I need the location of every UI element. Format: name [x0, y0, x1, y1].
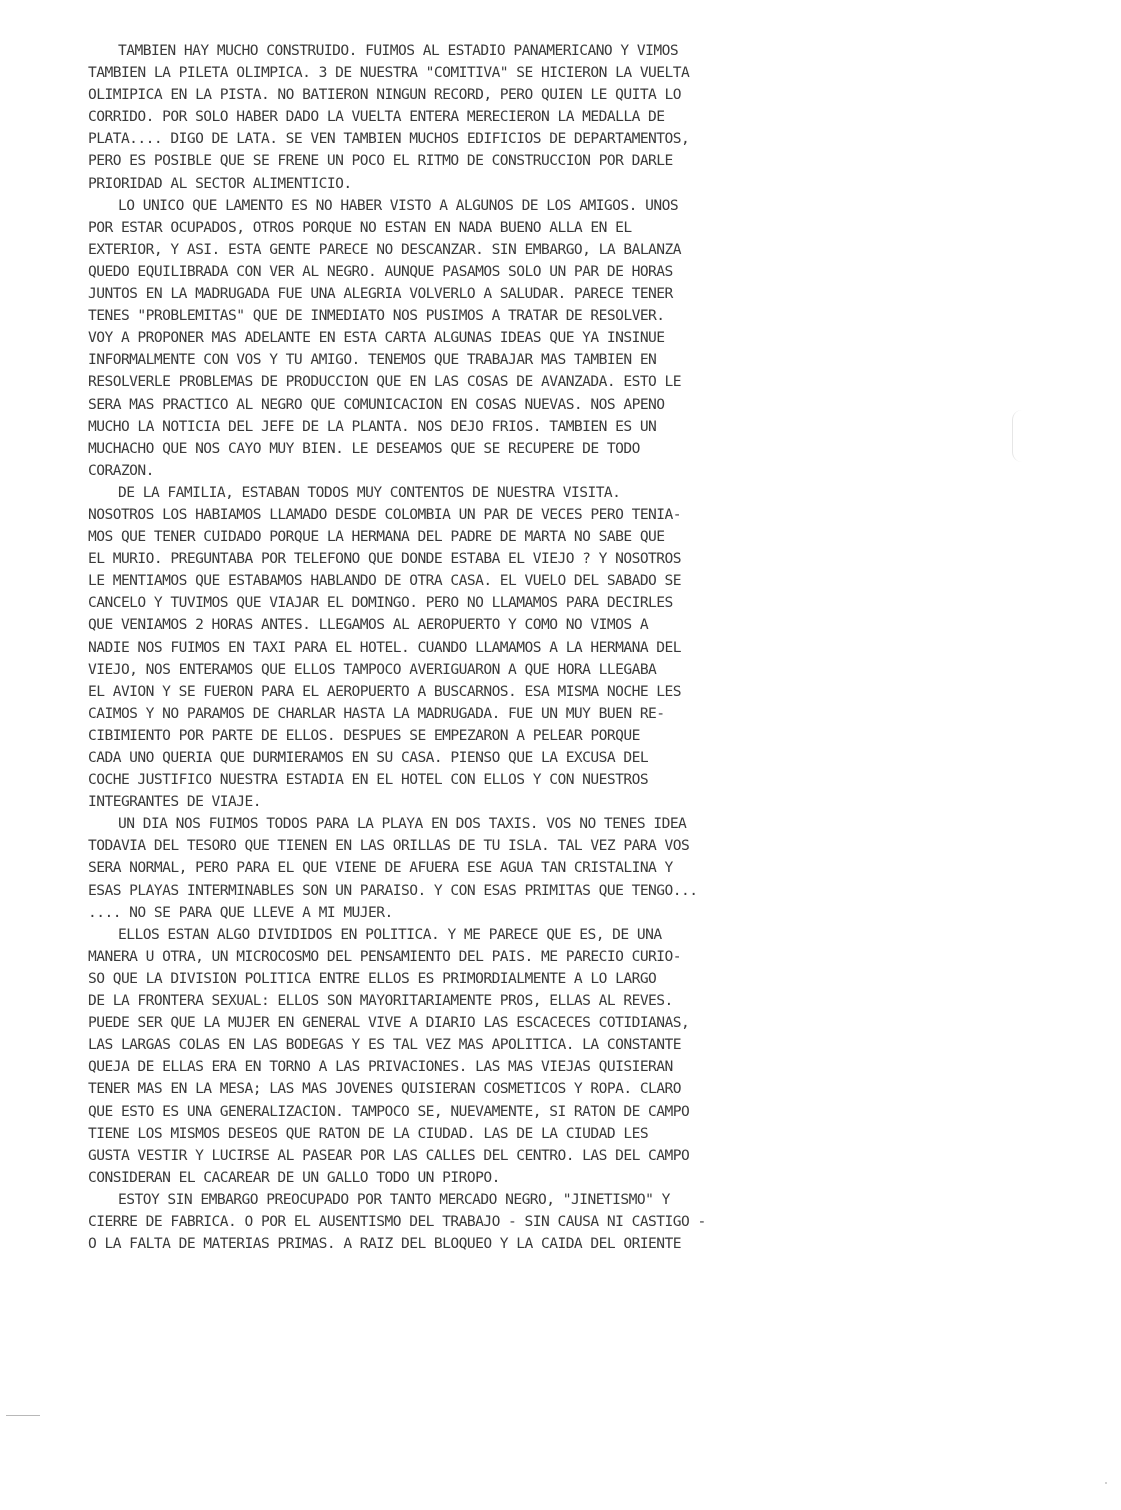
- text-line: QUEJA DE ELLAS ERA EN TORNO A LAS PRIVACIONES. LAS MAS VIEJAS QUISIERAN: [88, 1058, 673, 1076]
- text-line: PERO ES POSIBLE QUE SE FRENE UN POCO EL RITMO DE CONSTRUCCION POR DARLE: [88, 152, 673, 170]
- text-line: TAMBIEN LA PILETA OLIMPICA. 3 DE NUESTRA "COMITIVA" SE HICIERON LA VUELTA: [88, 64, 690, 82]
- text-line: SERA MAS PRACTICO AL NEGRO QUE COMUNICACION EN COSAS NUEVAS. NOS APENO: [88, 395, 665, 413]
- text-line: CIERRE DE FABRICA. O POR EL AUSENTISMO DEL TRABAJO - SIN CAUSA NI CASTIGO -: [88, 1212, 706, 1230]
- text-line: LE MENTIAMOS QUE ESTABAMOS HABLANDO DE OTRA CASA. EL VUELO DEL SABADO SE: [88, 572, 682, 590]
- text-line: CIBIMIENTO POR PARTE DE ELLOS. DESPUES SE EMPEZARON A PELEAR PORQUE: [88, 726, 640, 744]
- text-line: MUCHACHO QUE NOS CAYO MUY BIEN. LE DESEAMOS QUE SE RECUPERE DE TODO: [88, 439, 640, 457]
- text-line: LO UNICO QUE LAMENTO ES NO HABER VISTO A ALGUNOS DE LOS AMIGOS. UNOS: [118, 196, 679, 214]
- text-line: CANCELO Y TUVIMOS QUE VIAJAR EL DOMINGO. PERO NO LLAMAMOS PARA DECIRLES: [88, 594, 673, 612]
- text-line: ESAS PLAYAS INTERMINABLES SON UN PARAISO. Y CON ESAS PRIMITAS QUE TENGO...: [88, 881, 698, 899]
- text-line: TAMBIEN HAY MUCHO CONSTRUIDO. FUIMOS AL ESTADIO PANAMERICANO Y VIMOS: [118, 42, 679, 59]
- text-line: OLIMIPICA EN LA PISTA. NO BATIERON NINGUN RECORD, PERO QUIEN LE QUITA LO: [88, 86, 682, 104]
- text-line: ESTOY SIN EMBARGO PREOCUPADO POR TANTO MERCADO NEGRO, "JINETISMO" Y: [118, 1190, 670, 1208]
- text-line: NADIE NOS FUIMOS EN TAXI PARA EL HOTEL. CUANDO LLAMAMOS A LA HERMANA DEL: [88, 638, 682, 656]
- text-line: TENES "PROBLEMITAS" QUE DE INMEDIATO NOS PUSIMOS A TRATAR DE RESOLVER.: [88, 307, 665, 325]
- text-line: COCHE JUSTIFICO NUESTRA ESTADIA EN EL HOTEL CON ELLOS Y CON NUESTROS: [88, 771, 649, 789]
- scan-artifact-mark: [1012, 410, 1023, 462]
- text-line: PLATA.... DIGO DE LATA. SE VEN TAMBIEN MUCHOS EDIFICIOS DE DEPARTAMENTOS,: [88, 130, 690, 148]
- text-line: RESOLVERLE PROBLEMAS DE PRODUCCION QUE EN LAS COSAS DE AVANZADA. ESTO LE: [88, 373, 682, 391]
- text-line: SO QUE LA DIVISION POLITICA ENTRE ELLOS ES PRIMORDIALMENTE A LO LARGO: [88, 969, 657, 987]
- text-line: LAS LARGAS COLAS EN LAS BODEGAS Y ES TAL VEZ MAS APOLITICA. LA CONSTANTE: [88, 1036, 682, 1054]
- text-line: CADA UNO QUERIA QUE DURMIERAMOS EN SU CASA. PIENSO QUE LA EXCUSA DEL: [88, 749, 649, 766]
- text-line: DE LA FRONTERA SEXUAL: ELLOS SON MAYORITARIAMENTE PROS, ELLAS AL REVES.: [88, 992, 673, 1010]
- text-line: QUE VENIAMOS 2 HORAS ANTES. LLEGAMOS AL AEROPUERTO Y COMO NO VIMOS A: [88, 616, 649, 634]
- text-line: EL AVION Y SE FUERON PARA EL AEROPUERTO A BUSCARNOS. ESA MISMA NOCHE LES: [88, 682, 682, 700]
- text-line: VIEJO, NOS ENTERAMOS QUE ELLOS TAMPOCO AVERIGUARON A QUE HORA LLEGABA: [88, 660, 657, 678]
- text-line: ELLOS ESTAN ALGO DIVIDIDOS EN POLITICA. Y ME PARECE QUE ES, DE UNA: [118, 925, 662, 943]
- text-line: UN DIA NOS FUIMOS TODOS PARA LA PLAYA EN DOS TAXIS. VOS NO TENES IDEA: [118, 815, 687, 833]
- text-line: DE LA FAMILIA, ESTABAN TODOS MUY CONTENTOS DE NUESTRA VISITA.: [118, 483, 621, 501]
- text-line: QUE ESTO ES UNA GENERALIZACION. TAMPOCO SE, NUEVAMENTE, SI RATON DE CAMPO: [88, 1102, 690, 1120]
- text-line: EXTERIOR, Y ASI. ESTA GENTE PARECE NO DESCANZAR. SIN EMBARGO, LA BALANZA: [88, 240, 682, 258]
- text-line: PUEDE SER QUE LA MUJER EN GENERAL VIVE A DIARIO LAS ESCACECES COTIDIANAS,: [88, 1014, 690, 1032]
- scan-artifact-line: [6, 1415, 40, 1416]
- text-line: PRIORIDAD AL SECTOR ALIMENTICIO.: [88, 174, 352, 192]
- text-line: MUCHO LA NOTICIA DEL JEFE DE LA PLANTA. NOS DEJO FRIOS. TAMBIEN ES UN: [88, 417, 657, 435]
- text-line: INFORMALMENTE CON VOS Y TU AMIGO. TENEMOS QUE TRABAJAR MAS TAMBIEN EN: [88, 351, 657, 369]
- text-line: POR ESTAR OCUPADOS, OTROS PORQUE NO ESTAN EN NADA BUENO ALLA EN EL: [88, 218, 632, 236]
- typed-letter-body: [88, 40, 706, 1255]
- text-line: INTEGRANTES DE VIAJE.: [88, 793, 261, 811]
- scan-artifact-dot: [1105, 1482, 1107, 1484]
- text-line: TENER MAS EN LA MESA; LAS MAS JOVENES QUISIERAN COSMETICOS Y ROPA. CLARO: [88, 1080, 682, 1098]
- text-line: SERA NORMAL, PERO PARA EL QUE VIENE DE AFUERA ESE AGUA TAN CRISTALINA Y: [88, 859, 673, 877]
- text-line: CONSIDERAN EL CACAREAR DE UN GALLO TODO UN PIROPO.: [88, 1168, 500, 1186]
- text-line: CORAZON.: [88, 461, 154, 479]
- text-line: VOY A PROPONER MAS ADELANTE EN ESTA CARTA ALGUNAS IDEAS QUE YA INSINUE: [88, 329, 665, 347]
- text-line: TODAVIA DEL TESORO QUE TIENEN EN LAS ORILLAS DE TU ISLA. TAL VEZ PARA VOS: [88, 837, 690, 855]
- text-line: NOSOTROS LOS HABIAMOS LLAMADO DESDE COLOMBIA UN PAR DE VECES PERO TENIA-: [88, 505, 682, 523]
- text-line: .... NO SE PARA QUE LLEVE A MI MUJER.: [88, 903, 393, 921]
- text-line: GUSTA VESTIR Y LUCIRSE AL PASEAR POR LAS CALLES DEL CENTRO. LAS DEL CAMPO: [88, 1146, 690, 1164]
- text-line: JUNTOS EN LA MADRUGADA FUE UNA ALEGRIA VOLVERLO A SALUDAR. PARECE TENER: [88, 285, 673, 303]
- text-line: MANERA U OTRA, UN MICROCOSMO DEL PENSAMIENTO DEL PAIS. ME PARECIO CURIO-: [88, 947, 682, 965]
- text-line: MOS QUE TENER CUIDADO PORQUE LA HERMANA DEL PADRE DE MARTA NO SABE QUE: [88, 528, 665, 546]
- text-line: CORRIDO. POR SOLO HABER DADO LA VUELTA ENTERA MERECIERON LA MEDALLA DE: [88, 108, 665, 126]
- text-line: QUEDO EQUILIBRADA CON VER AL NEGRO. AUNQUE PASAMOS SOLO UN PAR DE HORAS: [88, 262, 673, 280]
- text-line: TIENE LOS MISMOS DESEOS QUE RATON DE LA CIUDAD. LAS DE LA CIUDAD LES: [88, 1124, 649, 1142]
- text-line: O LA FALTA DE MATERIAS PRIMAS. A RAIZ DEL BLOQUEO Y LA CAIDA DEL ORIENTE: [88, 1235, 682, 1253]
- text-line: EL MURIO. PREGUNTABA POR TELEFONO QUE DONDE ESTABA EL VIEJO ? Y NOSOTROS: [88, 550, 682, 568]
- text-line: CAIMOS Y NO PARAMOS DE CHARLAR HASTA LA MADRUGADA. FUE UN MUY BUEN RE-: [88, 704, 665, 722]
